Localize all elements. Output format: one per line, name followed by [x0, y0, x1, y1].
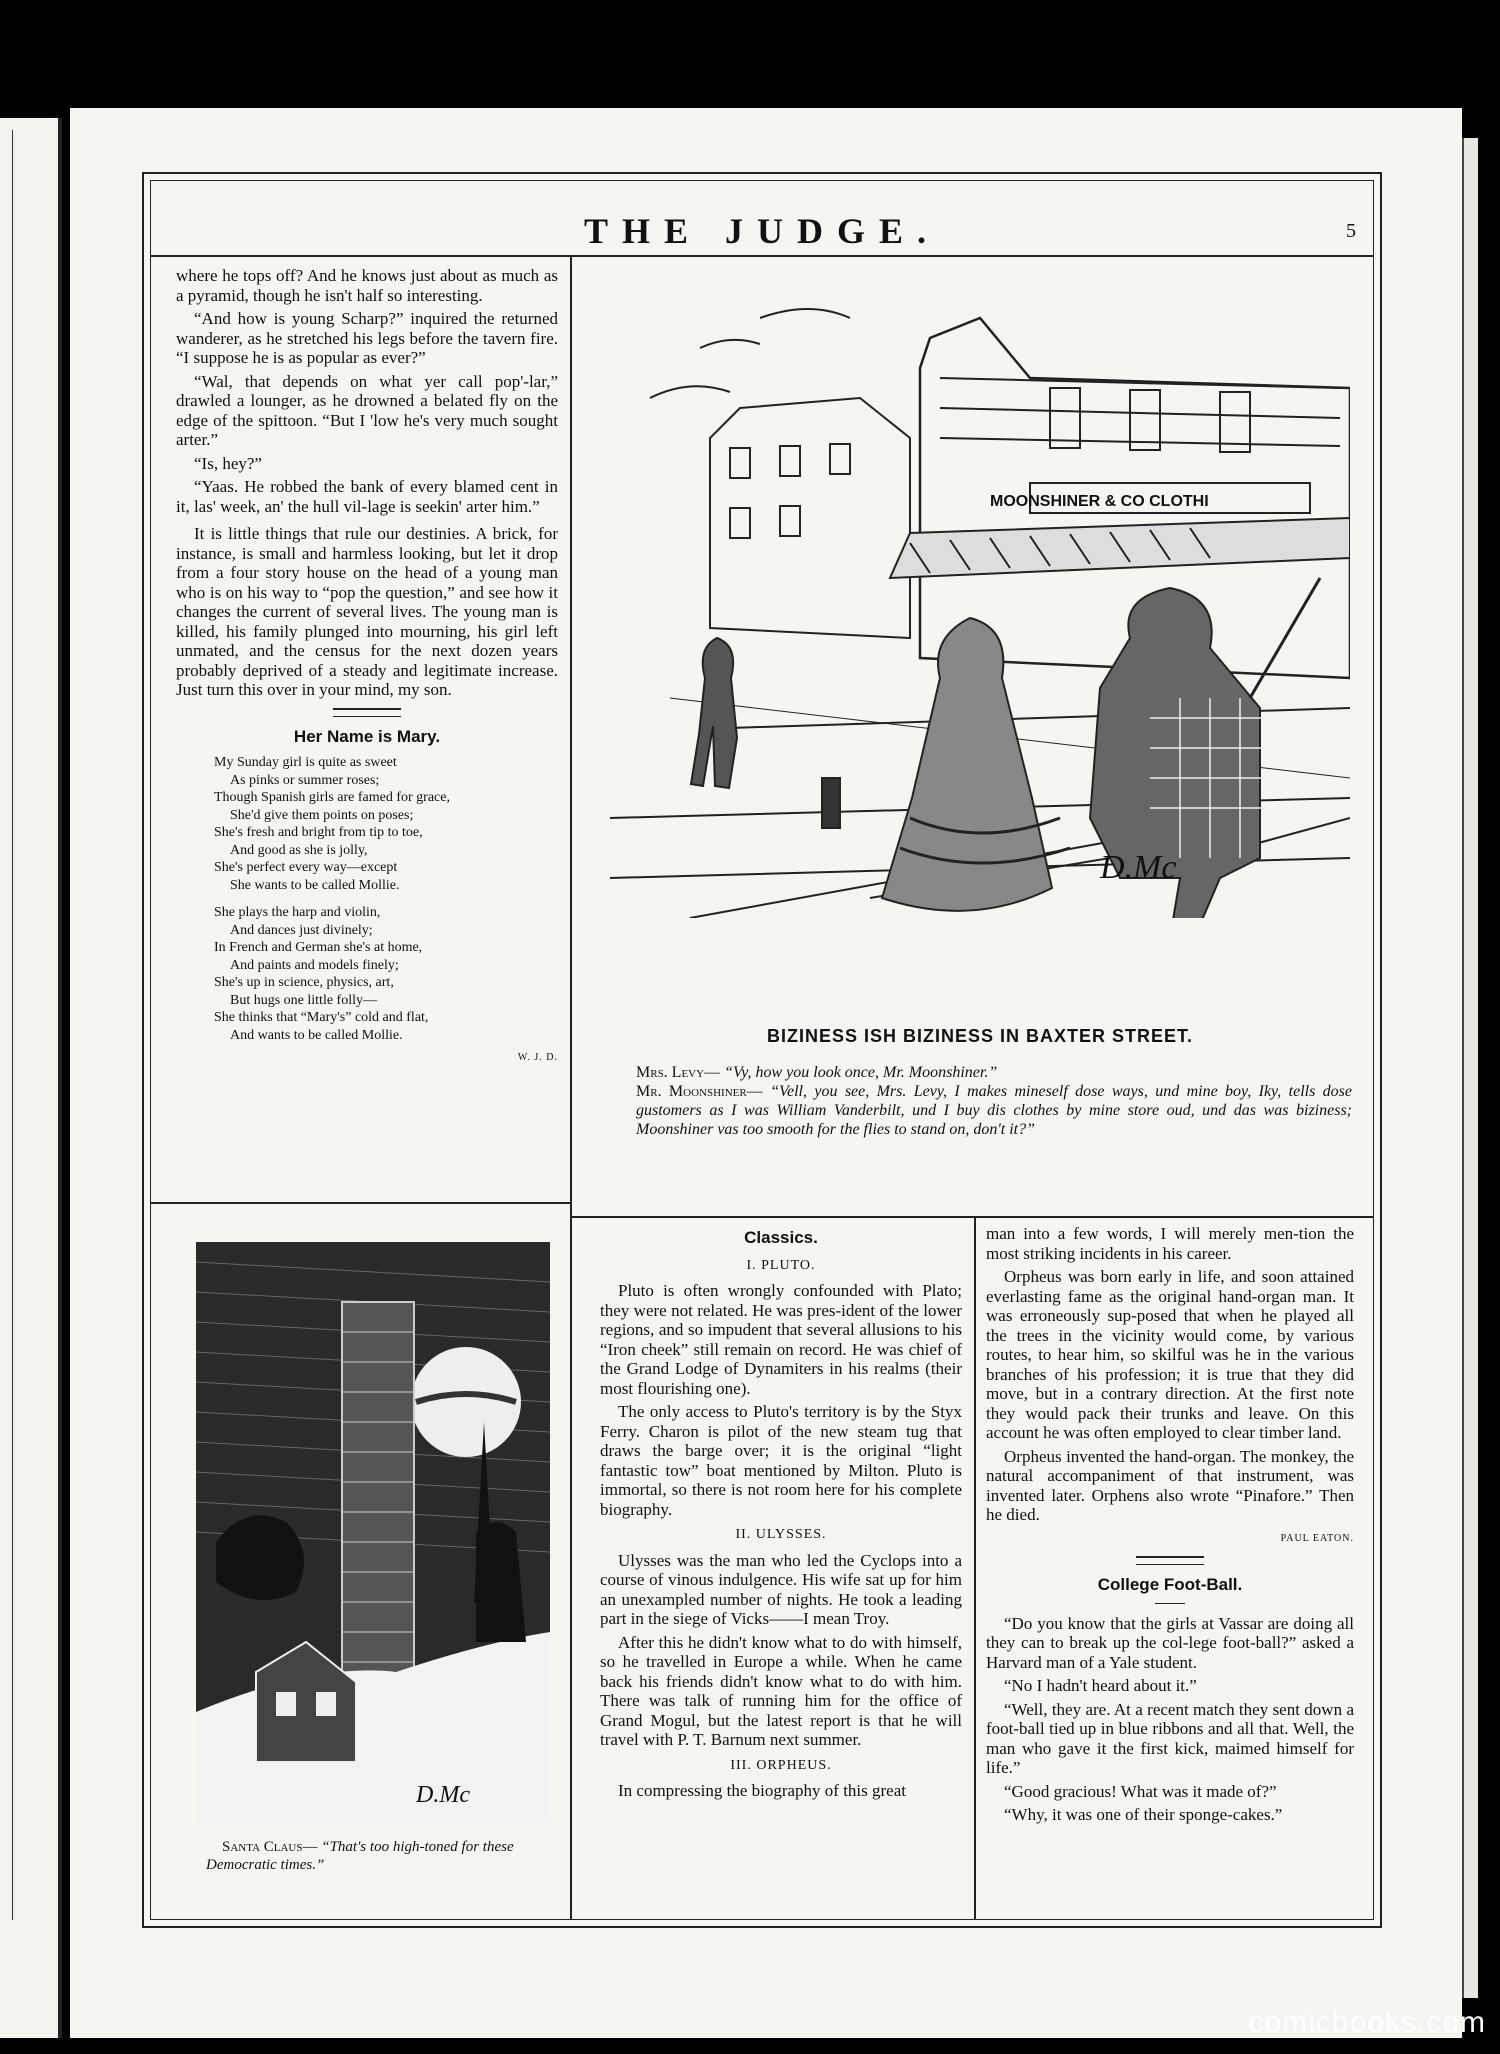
paragraph: Orpheus invented the hand-organ. The monkey, the natural accompaniment of that instrument, was invented later. Orphens also wrote “Pinafore.” Then he died. — [986, 1446, 1354, 1524]
paragraph: Pluto is often wrongly confounded with Plato; they were not related. He was pres-ident of the lower regions, and so impudent that several allusions to his “Iron cheek” still remain on record. He was chief of the Grand Lodge of Dynamiters in his realms (their most flourishing one). — [600, 1281, 962, 1398]
dialog-text: “Vell, you see, Mrs. Levy, I makes mineself dose ways, und mine boy, Iky, tells dose gustomers as I was William Vanderbilt, und I buy dis clothes by mine store oud, und das was biziness; Moonshiner vas too smooth for the flies to stand on, don't it?” — [636, 1083, 1352, 1138]
paragraph: “Well, they are. At a recent match they sent down a foot-ball tied up in blue ribbons and all that. Well, the man who gave it the first kick, maimed himself for life.” — [986, 1699, 1354, 1777]
short-rule — [1155, 1603, 1185, 1604]
paragraph: “And how is young Scharp?” inquired the returned wanderer, as he stretched his legs before the tavern fire. “I suppose he is as popular as ever?” — [176, 309, 558, 367]
paragraph: It is little things that rule our destinies. A brick, for instance, is small and harmless looking, but let it drop from a four story house on the head of a young man who is on his way to “pop the question,” and see how it changes the current of several lives. The young man is killed, his family plunged into mourning, his girl left unmated, and the census for the next dozen years probably deprived of a steady and legitimate increase. Just turn this over in your mind, my son. — [176, 524, 558, 699]
poem-line: And good as she is jolly, — [230, 842, 368, 858]
paragraph: The only access to Pluto's territory is by the Styx Ferry. Charon is pilot of the new steam tug that draws the barge over; it is the original “light fantastic tow” boat mentioned by Milton. Pluto is immortal, so there is not room here for his complete biography. — [600, 1402, 962, 1519]
paragraph: “Yaas. He robbed the bank of every blamed cent in it, las' week, an' the hull vil-lage is seekin' arter him.” — [176, 477, 558, 516]
paragraph: “No I hadn't heard about it.” — [1004, 1676, 1197, 1695]
poem-line: And paints and models finely; — [230, 957, 399, 973]
ornament-rule — [333, 708, 401, 717]
right-page-edge — [1462, 108, 1500, 2038]
binding-shadow — [58, 118, 62, 2038]
poem-line: She plays the harp and violin, — [214, 905, 381, 920]
poem-line: She's fresh and bright from tip to toe, — [214, 825, 423, 840]
poem-line: She thinks that “Mary's” cold and flat, — [214, 1010, 429, 1025]
speaker-name: Santa Claus — [222, 1839, 303, 1855]
poem-line: She's perfect every way—except — [214, 860, 398, 875]
poem-line: As pinks or summer roses; — [230, 772, 380, 788]
poem — [214, 754, 558, 1044]
section-head: III. ORPHEUS. — [730, 1757, 832, 1773]
masthead-title: THE JUDGE. — [583, 211, 941, 251]
santa-cartoon-illustration — [196, 1242, 550, 1822]
magazine-page — [70, 108, 1462, 2038]
artist-signature: D.Mc — [1100, 849, 1177, 886]
section-head: II. ULYSSES. — [735, 1527, 827, 1542]
street-cartoon-illustration — [610, 278, 1350, 918]
paragraph: where he tops off? And he knows just about as much as a pyramid, though he isn't half so interesting. — [176, 266, 558, 305]
paragraph: In compressing the biography of this great — [618, 1781, 906, 1800]
classics-continued-column — [986, 1224, 1354, 1829]
left-column-text — [176, 266, 558, 1068]
poem-line: And wants to be called Mollie. — [230, 1027, 403, 1043]
adjacent-page-edge — [0, 118, 62, 2038]
poem-line: But hugs one little folly— — [230, 992, 377, 1008]
dialog-line: Mr. Moonshiner— “Vell, you see, Mrs. Levy, I makes mineself dose ways, und mine boy, Iky, tells dose gustomers as I was William Vanderbilt, und I buy dis clothes by mine store oud, und das was biziness; Moonshiner vas too smooth for the flies to stand on, don't it?” — [636, 1083, 1352, 1138]
football-title: College Foot-Ball. — [1097, 1575, 1243, 1594]
masthead-rule — [150, 255, 1374, 257]
classics-signature: PAUL EATON. — [1280, 1532, 1354, 1544]
speaker-name: Mr. Moonshiner — [636, 1083, 747, 1100]
column-divider — [570, 255, 572, 1920]
paragraph: Ulysses was the man who led the Cyclops into a course of vinous indulgence. His wife sat up for him an unexampled number of nights. He took a leading part in the siege of Vicks——I mean Troy. — [600, 1550, 962, 1628]
poem-signature: W. J. D. — [517, 1052, 558, 1063]
poem-line: My Sunday girl is quite as sweet — [214, 755, 397, 770]
section-head: I. PLUTO. — [746, 1257, 816, 1273]
poem-title: Her Name is Mary. — [293, 726, 441, 746]
poem-line: And dances just divinely; — [230, 922, 373, 938]
poem-line: Though Spanish girls are famed for grace, — [214, 790, 450, 805]
poem-line: In French and German she's at home, — [214, 940, 423, 955]
paragraph: Orpheus was born early in life, and soon attained everlasting fame as the original hand-organ man. It was erroneously sup-posed that when he played all the trees in the vicinity would come, by various routes, to hear him, so skilful was he in the various branches of his profession; it is true that they did move, but in a contrary direction. At the first note they would pack their trunks and leave. On this account he was often employed to clear timber land. — [986, 1267, 1354, 1442]
caption-text: “That's too high-toned for these Democratic times.” — [206, 1839, 514, 1873]
store-sign: MOONSHINER & CO CLOTHI — [990, 493, 1209, 510]
page-number: 5 — [1346, 220, 1356, 242]
poem-line: She'd give them points on poses; — [230, 807, 414, 823]
paragraph: man into a few words, I will merely men-tion the most striking incidents in his career. — [986, 1224, 1354, 1263]
paragraph: “Do you know that the girls at Vassar are doing all they can to break up the col-lege foot-ball?” asked a Harvard man of a Yale student. — [986, 1613, 1354, 1672]
paragraph: “Why, it was one of their sponge-cakes.” — [1004, 1805, 1283, 1824]
classics-column — [600, 1224, 962, 1805]
classics-title: Classics. — [744, 1228, 818, 1247]
right-section-divider — [572, 1216, 1374, 1218]
speaker-name: Mrs. Levy — [636, 1064, 705, 1081]
paragraph: “Good gracious! What was it made of?” — [1004, 1781, 1277, 1801]
santa-caption: Santa Claus— “That's too high-toned for these Democratic times.” — [206, 1839, 514, 1873]
santa-artist-signature: D.Mc — [416, 1782, 470, 1808]
paragraph: “Is, hey?” — [194, 453, 262, 473]
watermark: comicbooks.com — [1248, 2006, 1486, 2039]
poem-line: She's up in science, physics, art, — [214, 975, 394, 990]
paragraph: After this he didn't know what to do with himself, so he travelled in Europe a while. When he came back his friends didn't know what to do with him. There was talk of running him for the office of Grand Mogul, but the latest report is that he will travel with P. T. Barnum next summer. — [600, 1632, 962, 1749]
dialog-line: Mrs. Levy— “Vy, how you look once, Mr. Moonshiner.” — [636, 1064, 998, 1081]
ornament-rule — [1136, 1556, 1204, 1565]
left-section-divider — [150, 1202, 570, 1204]
dialog-text: “Vy, how you look once, Mr. Moonshiner.” — [724, 1064, 998, 1081]
classics-column-divider — [974, 1218, 976, 1920]
paragraph: “Wal, that depends on what yer call pop'-lar,” drawled a lounger, as he drowned a belated fly on the edge of the spittoon. “But I 'low he's very much sought arter.” — [176, 371, 558, 449]
poem-line: She wants to be called Mollie. — [230, 877, 400, 893]
cartoon-title: BIZINESS ISH BIZINESS IN BAXTER STREET. — [766, 1026, 1194, 1046]
adjacent-page-rule — [12, 130, 13, 1920]
cartoon-dialog — [618, 1063, 1352, 1139]
